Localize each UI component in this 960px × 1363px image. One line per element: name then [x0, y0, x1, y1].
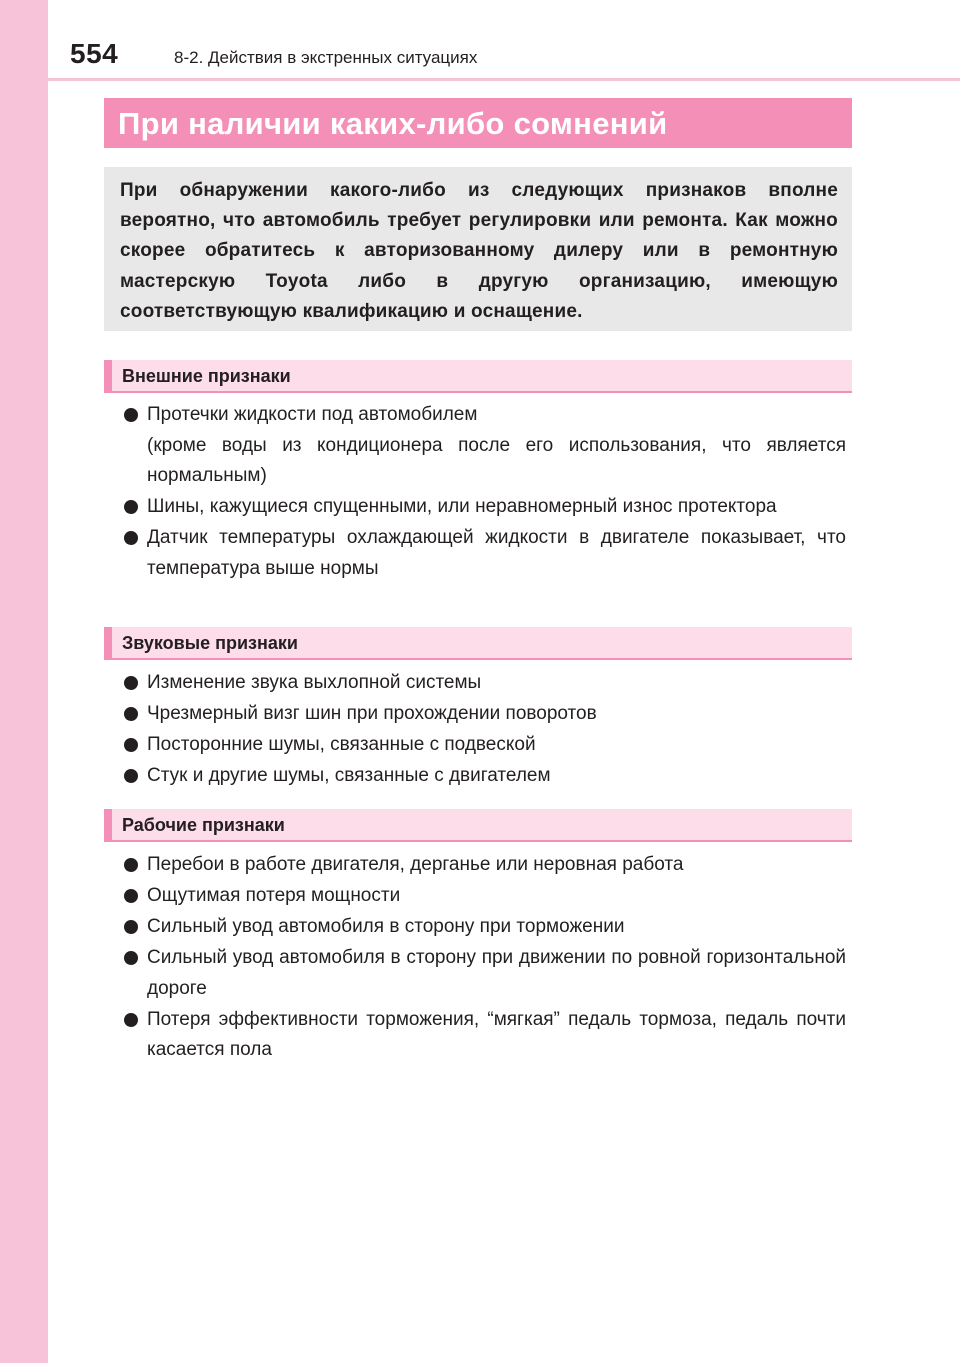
list-item-text: Чрезмерный визг шин при прохождении поворотов [147, 703, 597, 724]
bullet-icon [124, 676, 138, 690]
section-heading-label: Звуковые признаки [122, 633, 298, 653]
list-item [124, 761, 846, 792]
page-title: При наличии каких-либо сомнений [118, 106, 668, 141]
list-item-text: Сильный увод автомобиля в сторону при торможении [147, 916, 625, 937]
header-rule [0, 78, 960, 81]
page-title-bar [104, 98, 852, 148]
list-item [124, 668, 846, 699]
bullet-icon [124, 889, 138, 903]
bullet-icon [124, 500, 138, 514]
section-list-operational [124, 850, 846, 1066]
section-heading-external [104, 360, 852, 393]
section-heading-operational [104, 809, 852, 842]
list-item [124, 943, 846, 1004]
bullet-icon [124, 531, 138, 545]
list-item-text: Посторонние шумы, связанные с подвеской [147, 734, 536, 755]
list-item [124, 400, 846, 492]
list-item-text: Ощутимая потеря мощности [147, 885, 401, 906]
notice-text: При обнаружении какого-либо из следующих признаков вполне вероятно, что автомобиль требует регулировки или ремонта. Как можно скорее обратитесь к авторизованному дилеру или в ремонтную мастерскую Toyota либо в другую организацию, имеющую соответствующую квалификацию и оснащение. [120, 180, 838, 322]
section-reference: 8-2. Действия в экстренных ситуациях [174, 48, 478, 67]
list-item [124, 523, 846, 584]
bullet-icon [124, 738, 138, 752]
notice-box [104, 167, 852, 331]
section-list-sound [124, 668, 846, 792]
list-item-text: Датчик температуры охлаждающей жидкости в двигателе показывает, что температура выше нормы [147, 527, 846, 579]
list-item-text: Перебои в работе двигателя, дерганье или неровная работа [147, 854, 684, 875]
bullet-icon [124, 858, 138, 872]
bullet-icon [124, 707, 138, 721]
list-item [124, 881, 846, 912]
list-item [124, 730, 846, 761]
list-item [124, 1005, 846, 1066]
bullet-icon [124, 920, 138, 934]
list-item-text: Шины, кажущиеся спущенными, или неравномерный износ протектора [147, 496, 777, 517]
list-item-text: Потеря эффективности торможения, “мягкая” педаль тормоза, педаль почти касается пола [147, 1008, 846, 1060]
list-item-text: Сильный увод автомобиля в сторону при движении по ровной горизонтальной дороге [147, 947, 846, 999]
page-number: 554 [70, 38, 119, 69]
section-list-external [124, 400, 846, 585]
section-heading-label: Внешние признаки [122, 366, 291, 386]
list-item-text: Протечки жидкости под автомобилем (кроме воды из кондиционера после его использования, что является нормальным) [147, 404, 846, 486]
list-item-text: Стук и другие шумы, связанные с двигателем [147, 765, 551, 786]
section-heading-label: Рабочие признаки [122, 815, 285, 835]
header-band [48, 0, 960, 80]
list-item [124, 492, 846, 523]
list-item [124, 699, 846, 730]
bullet-icon [124, 951, 138, 965]
list-item [124, 912, 846, 943]
bullet-icon [124, 408, 138, 422]
bullet-icon [124, 769, 138, 783]
list-item-text: Изменение звука выхлопной системы [147, 672, 482, 693]
bullet-icon [124, 1013, 138, 1027]
list-item [124, 850, 846, 881]
section-heading-sound [104, 627, 852, 660]
left-margin-strip [0, 0, 48, 1363]
